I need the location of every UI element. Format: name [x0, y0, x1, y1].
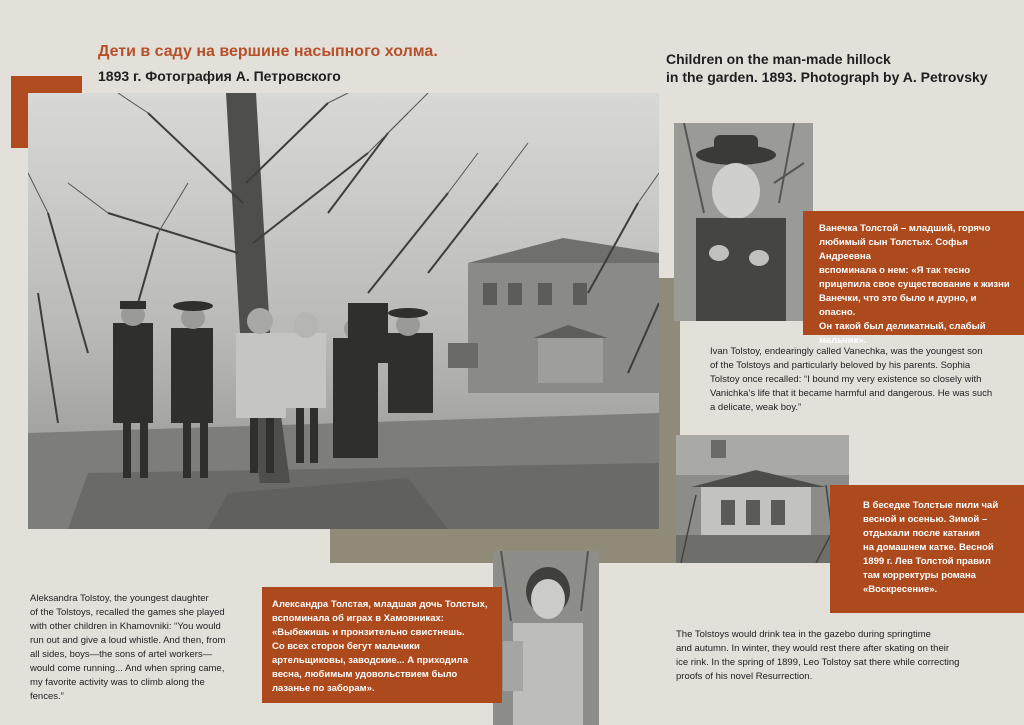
caption-line: артельщиковы, заводские... А приходила [272, 655, 468, 666]
caption-line: ice rink. In the spring of 1899, Leo Tolstoy sat there while correcting [676, 657, 960, 668]
caption-line: любимый сын Толстых. Софья Андреевна [819, 237, 968, 262]
caption-line: Ванечка Толстой – младший, горячо [819, 223, 991, 234]
caption-line: вспоминала об играх в Хамовниках: [272, 613, 444, 624]
caption-line: of the Tolstoys, recalled the games she played [30, 607, 225, 618]
caption-line: вспоминала о нем: «Я так тесно [819, 265, 971, 276]
caption-line: would come running... And when spring came, [30, 663, 225, 674]
caption-line: fences.” [30, 691, 64, 702]
caption-line: 1899 г. Лев Толстой правил [863, 556, 991, 567]
caption-line: a delicate, weak boy.” [710, 402, 802, 413]
caption-line: «Воскресение». [863, 584, 938, 595]
caption-line: мальчик». [819, 335, 867, 346]
caption-line: Tolstoy once recalled: “I bound my very existence so closely with [710, 374, 982, 385]
caption-line: my favorite activity was to climb along the [30, 677, 205, 688]
photo-gazebo [676, 435, 849, 563]
caption-line: на домашнем катке. Весной [863, 542, 994, 553]
caption-line: Ванечки, что это было и дурно, и опасно. [819, 293, 977, 318]
caption-line: «Выбежишь и пронзительно свистнешь. [272, 627, 465, 638]
caption-line: run out and give a loud whistle. And then, from [30, 635, 226, 646]
caption-alexandra-en [30, 592, 250, 704]
caption-line: Александра Толстая, младшая дочь Толстых, [272, 599, 488, 610]
title-en-line2: in the garden. 1893. Photograph by A. Petrovsky [666, 69, 988, 85]
caption-line: Со всех сторон бегут мальчики [272, 641, 420, 652]
caption-line: лазанье по заборам». [272, 683, 375, 694]
caption-line: Vanichka’s life that it became harmful and dangerous. He was such [710, 388, 993, 399]
photo-alexandra [493, 551, 599, 725]
caption-line: with other children in Khamovniki: “You would [30, 621, 221, 632]
caption-line: прицепила свое существование к жизни [819, 279, 1010, 290]
caption-line: and autumn. In winter, they would rest there after skating on their [676, 643, 950, 654]
caption-box-alexandra-ru [262, 587, 502, 703]
title-en [666, 50, 1006, 86]
caption-line: отдыхали после катания [863, 528, 980, 539]
caption-line: В беседке Толстые пили чай [863, 500, 999, 511]
caption-line: Aleksandra Tolstoy, the youngest daughter [30, 593, 209, 604]
main-photo-children-hillock [28, 93, 659, 529]
caption-line: of the Tolstoys and particularly beloved by his parents. Sophia [710, 360, 971, 371]
caption-box-gazebo-ru [830, 485, 1024, 613]
caption-line: весной и осенью. Зимой – [863, 514, 988, 525]
caption-line: The Tolstoys would drink tea in the gazebo during springtime [676, 629, 931, 640]
photo-vanechka [674, 123, 813, 321]
caption-line: all sides, boys—the sons of artel workers— [30, 649, 213, 660]
caption-line: Ivan Tolstoy, endearingly called Vanechka, was the youngest son [710, 346, 983, 357]
title-ru: Дети в саду на вершине насыпного холма. [98, 43, 438, 60]
title-en-line1: Children on the man-made hillock [666, 51, 891, 67]
caption-line: там корректуры романа [863, 570, 976, 581]
caption-box-vanechka-ru [803, 211, 1024, 346]
caption-gazebo-en [676, 628, 996, 684]
caption-line: Он такой был деликатный, слабый [819, 321, 986, 332]
subtitle-ru: 1893 г. Фотография А. Петровского [98, 68, 341, 84]
caption-line: весна, любимым удовольствием было [272, 669, 458, 680]
caption-vanechka-en [710, 345, 1015, 415]
caption-line: proofs of his novel Resurrection. [676, 671, 813, 682]
